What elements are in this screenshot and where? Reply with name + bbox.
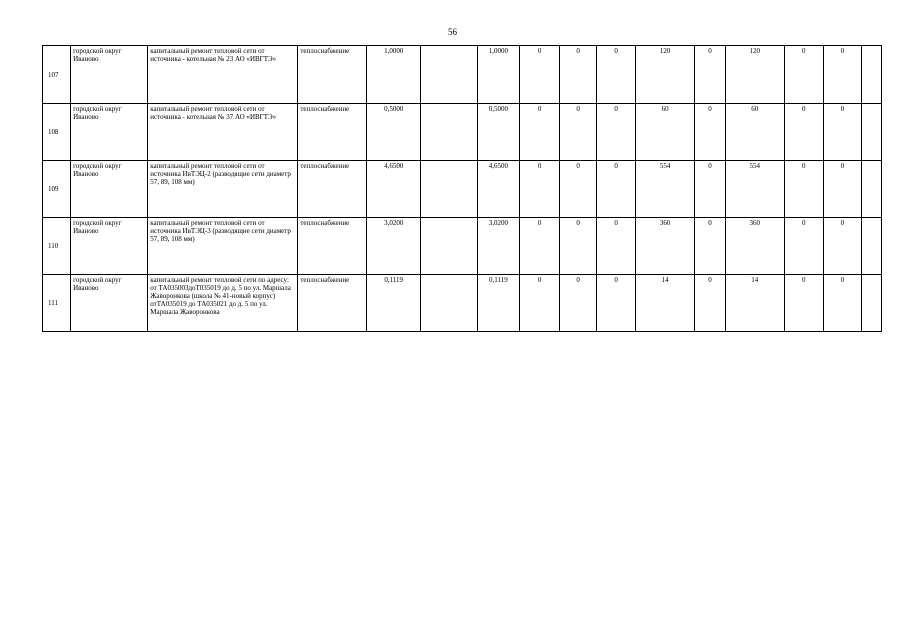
- v6-cell: 14: [725, 275, 784, 332]
- row-number: 109: [43, 161, 71, 218]
- description-cell: капитальный ремонт тепловой сети от источника ИвТЭЦ-2 (разводящие сети диаметр 57, 89, 108 мм): [148, 161, 298, 218]
- v8-cell: 0: [823, 46, 862, 104]
- v2-cell: 0: [559, 275, 597, 332]
- v9-cell: [862, 161, 882, 218]
- v1-cell: 0: [520, 104, 560, 161]
- value-a-cell: 0,5000: [367, 104, 421, 161]
- v6-cell: 60: [725, 104, 784, 161]
- v4-cell: 14: [635, 275, 694, 332]
- v3-cell: 0: [597, 275, 636, 332]
- sector-cell: теплоснабжение: [298, 218, 367, 275]
- value-b-cell: [421, 218, 477, 275]
- v3-cell: 0: [597, 46, 636, 104]
- v9-cell: [862, 104, 882, 161]
- v5-cell: 0: [695, 275, 725, 332]
- sector-cell: теплоснабжение: [298, 46, 367, 104]
- v7-cell: 0: [784, 46, 823, 104]
- v8-cell: 0: [823, 218, 862, 275]
- page-number: 56: [448, 27, 457, 37]
- v5-cell: 0: [695, 46, 725, 104]
- v4-cell: 60: [635, 104, 694, 161]
- v1-cell: 0: [520, 275, 560, 332]
- investment-table: [42, 45, 882, 332]
- value-b-cell: [421, 104, 477, 161]
- v4-cell: 120: [635, 46, 694, 104]
- value-a-cell: 3,0200: [367, 218, 421, 275]
- v9-cell: [862, 275, 882, 332]
- v8-cell: 0: [823, 275, 862, 332]
- municipality-cell: городской округ Иваново: [71, 218, 148, 275]
- v6-cell: 120: [725, 46, 784, 104]
- municipality-cell: городской округ Иваново: [71, 104, 148, 161]
- v2-cell: 0: [559, 218, 597, 275]
- value-a-cell: 0,1119: [367, 275, 421, 332]
- table-row: [43, 104, 882, 161]
- value-b-cell: [421, 46, 477, 104]
- v4-cell: 360: [635, 218, 694, 275]
- table-row: [43, 46, 882, 104]
- v1-cell: 0: [520, 46, 560, 104]
- v7-cell: 0: [784, 161, 823, 218]
- v2-cell: 0: [559, 161, 597, 218]
- v9-cell: [862, 218, 882, 275]
- v7-cell: 0: [784, 275, 823, 332]
- municipality-cell: городской округ Иваново: [71, 275, 148, 332]
- municipality-cell: городской округ Иваново: [71, 161, 148, 218]
- v8-cell: 0: [823, 104, 862, 161]
- table-row: [43, 218, 882, 275]
- v3-cell: 0: [597, 161, 636, 218]
- v2-cell: 0: [559, 104, 597, 161]
- row-number: 110: [43, 218, 71, 275]
- description-cell: капитальный ремонт тепловой сети от источника - котельная № 37 АО «ИВГТЭ»: [148, 104, 298, 161]
- v3-cell: 0: [597, 218, 636, 275]
- description-cell: капитальный ремонт тепловой сети от источника - котельная № 23 АО «ИВГТЭ»: [148, 46, 298, 104]
- table-row: [43, 161, 882, 218]
- v5-cell: 0: [695, 218, 725, 275]
- value-b-cell: [421, 161, 477, 218]
- v9-cell: [862, 46, 882, 104]
- value-c-cell: 0,1119: [477, 275, 520, 332]
- value-b-cell: [421, 275, 477, 332]
- v5-cell: 0: [695, 104, 725, 161]
- municipality-cell: городской округ Иваново: [71, 46, 148, 104]
- description-cell: капитальный ремонт тепловой сети по адресу: от ТА035003доТ035019 до д. 5 по ул. Маршала Жаворонкова (школа № 41-новый корпус) отТА035019 до ТА035021 до д. 5 по ул. Маршала Жаворонкова: [148, 275, 298, 332]
- v8-cell: 0: [823, 161, 862, 218]
- value-a-cell: 4,6500: [367, 161, 421, 218]
- value-c-cell: 3,0200: [477, 218, 520, 275]
- v1-cell: 0: [520, 161, 560, 218]
- v4-cell: 554: [635, 161, 694, 218]
- v1-cell: 0: [520, 218, 560, 275]
- v3-cell: 0: [597, 104, 636, 161]
- value-c-cell: 0,5000: [477, 104, 520, 161]
- v6-cell: 554: [725, 161, 784, 218]
- description-cell: капитальный ремонт тепловой сети от источника ИвТЭЦ-3 (разводящие сети диаметр 57, 89, 108 мм): [148, 218, 298, 275]
- v5-cell: 0: [695, 161, 725, 218]
- sector-cell: теплоснабжение: [298, 161, 367, 218]
- sector-cell: теплоснабжение: [298, 275, 367, 332]
- row-number: 111: [43, 275, 71, 332]
- v2-cell: 0: [559, 46, 597, 104]
- row-number: 108: [43, 104, 71, 161]
- v7-cell: 0: [784, 104, 823, 161]
- v6-cell: 360: [725, 218, 784, 275]
- value-c-cell: 4,6500: [477, 161, 520, 218]
- table-row: [43, 275, 882, 332]
- value-c-cell: 1,0000: [477, 46, 520, 104]
- sector-cell: теплоснабжение: [298, 104, 367, 161]
- v7-cell: 0: [784, 218, 823, 275]
- row-number: 107: [43, 46, 71, 104]
- value-a-cell: 1,0000: [367, 46, 421, 104]
